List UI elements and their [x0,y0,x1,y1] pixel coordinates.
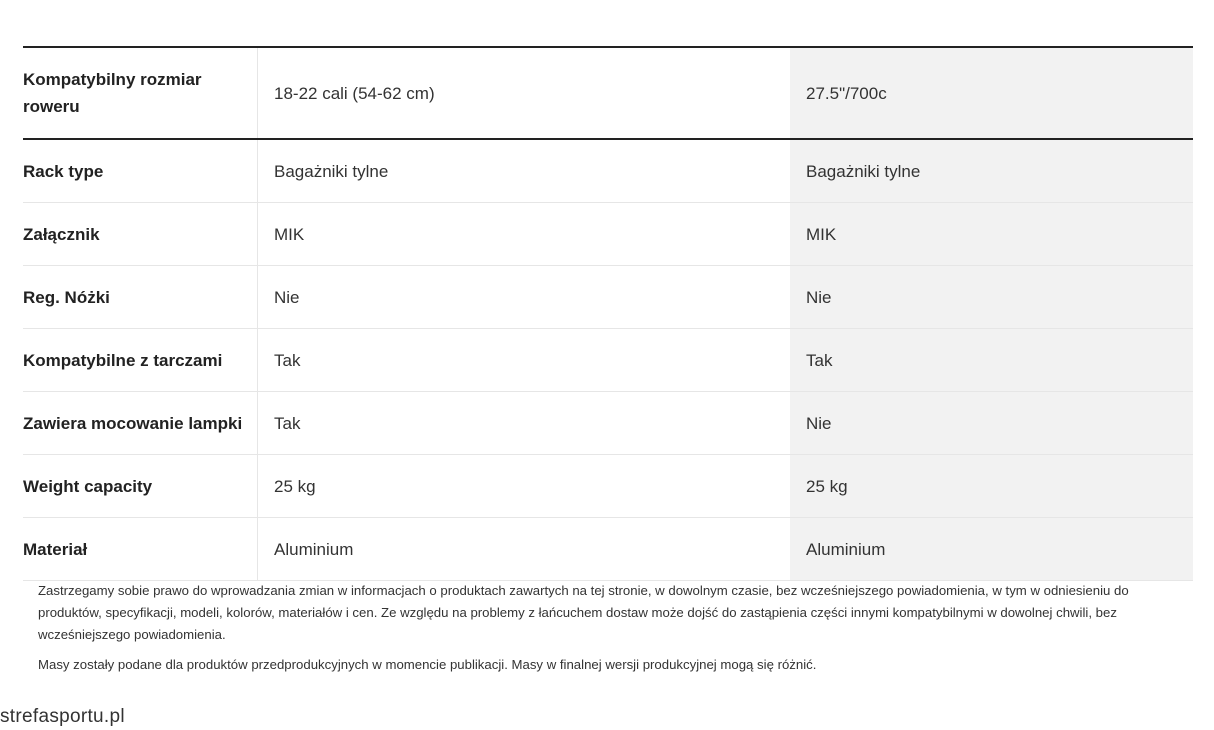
table-row [23,48,1193,140]
row-value-1: Tak [274,350,301,370]
disclaimer-text: Zastrzegamy sobie prawo do wprowadzania zmian w informacjach o produktach zawartych na tej stronie, w dowolnym czasie, bez wcześniejszego powiadomienia, w tym w odniesieniu do produktów, specyfikacji, modeli, kolorów, materiałów i cen. Ze względu na problemy z łańcuchem dostaw może dojść do zastąpienia części innymi kompatybilnymi w dowolnej chwili, bez wcześniejszego powiadomienia. [38,583,1129,642]
table-row [23,392,1193,455]
row-value-1: MIK [274,224,305,244]
row-value-2: 25 kg [790,455,1193,517]
row-label: Reg. Nóżki [23,266,258,328]
table-row [23,455,1193,518]
row-value-2: Nie [790,392,1193,454]
row-value-1: Nie [274,287,300,307]
row-value-1: 25 kg [274,476,316,496]
spec-table [23,46,1193,581]
table-row [23,266,1193,329]
row-label: Załącznik [23,203,258,265]
row-value-2: MIK [790,203,1193,265]
row-label: Kompatybilny rozmiar roweru [23,48,258,138]
table-row [23,329,1193,392]
row-value-2: Bagażniki tylne [790,140,1193,202]
table-row [23,203,1193,266]
row-value-2: Tak [790,329,1193,391]
table-row [23,518,1193,581]
row-value-1: 18-22 cali (54-62 cm) [274,83,435,103]
row-value-1: Aluminium [274,539,354,559]
table-row [23,140,1193,203]
row-label: Rack type [23,140,258,202]
disclaimer-notes [38,580,1173,684]
weights-note: Masy zostały podane dla produktów przedprodukcyjnych w momencie publikacji. Masy w finalnej wersji produkcyjnej mogą się różnić. [38,657,817,672]
row-label: Weight capacity [23,455,258,517]
row-value-2: Aluminium [790,518,1193,580]
row-label: Materiał [23,518,258,580]
row-value-2: Nie [790,266,1193,328]
site-watermark: strefasportu.pl [0,706,125,727]
row-label: Kompatybilne z tarczami [23,329,258,391]
row-value-1: Bagażniki tylne [274,161,389,181]
row-label: Zawiera mocowanie lampki [23,392,258,454]
row-value-2: 27.5"/700c [790,48,1193,138]
row-value-1: Tak [274,413,301,433]
